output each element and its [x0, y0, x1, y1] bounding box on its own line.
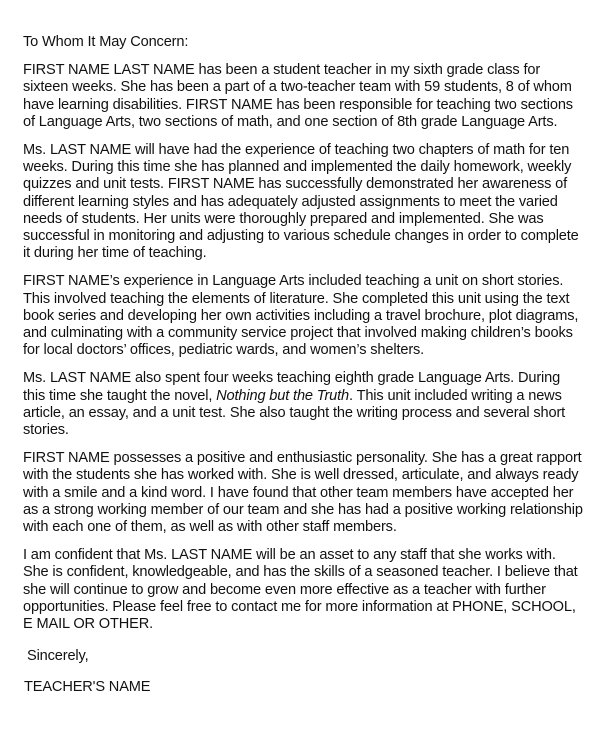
closing: Sincerely,	[27, 648, 89, 664]
paragraph-eighth-grade-text-end: . This unit included writing a news article, an essay, and a unit test. She also taught the writing process and several short stories.	[23, 387, 566, 439]
paragraph-math-experience: Ms. LAST NAME will have had the experience of teaching two chapters of math for ten weeks. During this time she has planned and implemented the daily homework, weekly quizzes and unit tests. FIRST NAME has successfully demonstrated her awareness of different learning styles and has adequately adjusted assignments to meet the varied needs of students. Her units were thoroughly prepared and implemented. She was successful in monitoring and adjusting to various schedule changes in order to complete it during her time of teaching.	[23, 142, 579, 262]
salutation: To Whom It May Concern:	[23, 34, 189, 50]
paragraph-eighth-grade	[23, 370, 583, 439]
paragraph-introduction: FIRST NAME LAST NAME has been a student teacher in my sixth grade class for sixteen weeks. She has been a part of a two-teacher team with 59 students, 8 of whom have learning disabilities. FIRST NAME has been responsible for teaching two sections of Language Arts, two sections of math, and one section of 8th grade Language Arts.	[23, 62, 573, 130]
paragraph-recommendation: I am confident that Ms. LAST NAME will be an asset to any staff that she works with. She is confident, knowledgeable, and has the skills of a seasoned teacher. I believe that she will continue to grow and become even more effective as a teacher with further opportunities. Please feel free to contact me for more information at PHONE, SCHOOL, E MAIL OR OTHER.	[23, 547, 578, 633]
signature-name: TEACHER'S NAME	[24, 679, 151, 695]
paragraph-eighth-grade-text-start: Ms. LAST NAME also spent four weeks teaching eighth grade Language Arts. During this time she taught the novel,	[23, 370, 561, 404]
paragraph-personality: FIRST NAME possesses a positive and enthusiastic personality. She has a great rapport with the students she has worked with. She is well dressed, articulate, and always ready with a smile and a kind word. I have found that other team members have accepted her as a strong working member of our team and she has had a positive working relationship with each one of them, as well as with other staff members.	[23, 450, 583, 536]
paragraph-language-arts-experience: FIRST NAME’s experience in Language Arts included teaching a unit on short stories. This involved teaching the elements of literature. She completed this unit using the text book series and developing her own activities including a travel brochure, plot diagrams, and culminating with a community service project that involved making children’s books for local doctors’ offices, pediatric wards, and women’s shelters.	[23, 273, 579, 359]
letter-body	[23, 34, 583, 644]
novel-title: Nothing but the Truth	[216, 387, 350, 404]
